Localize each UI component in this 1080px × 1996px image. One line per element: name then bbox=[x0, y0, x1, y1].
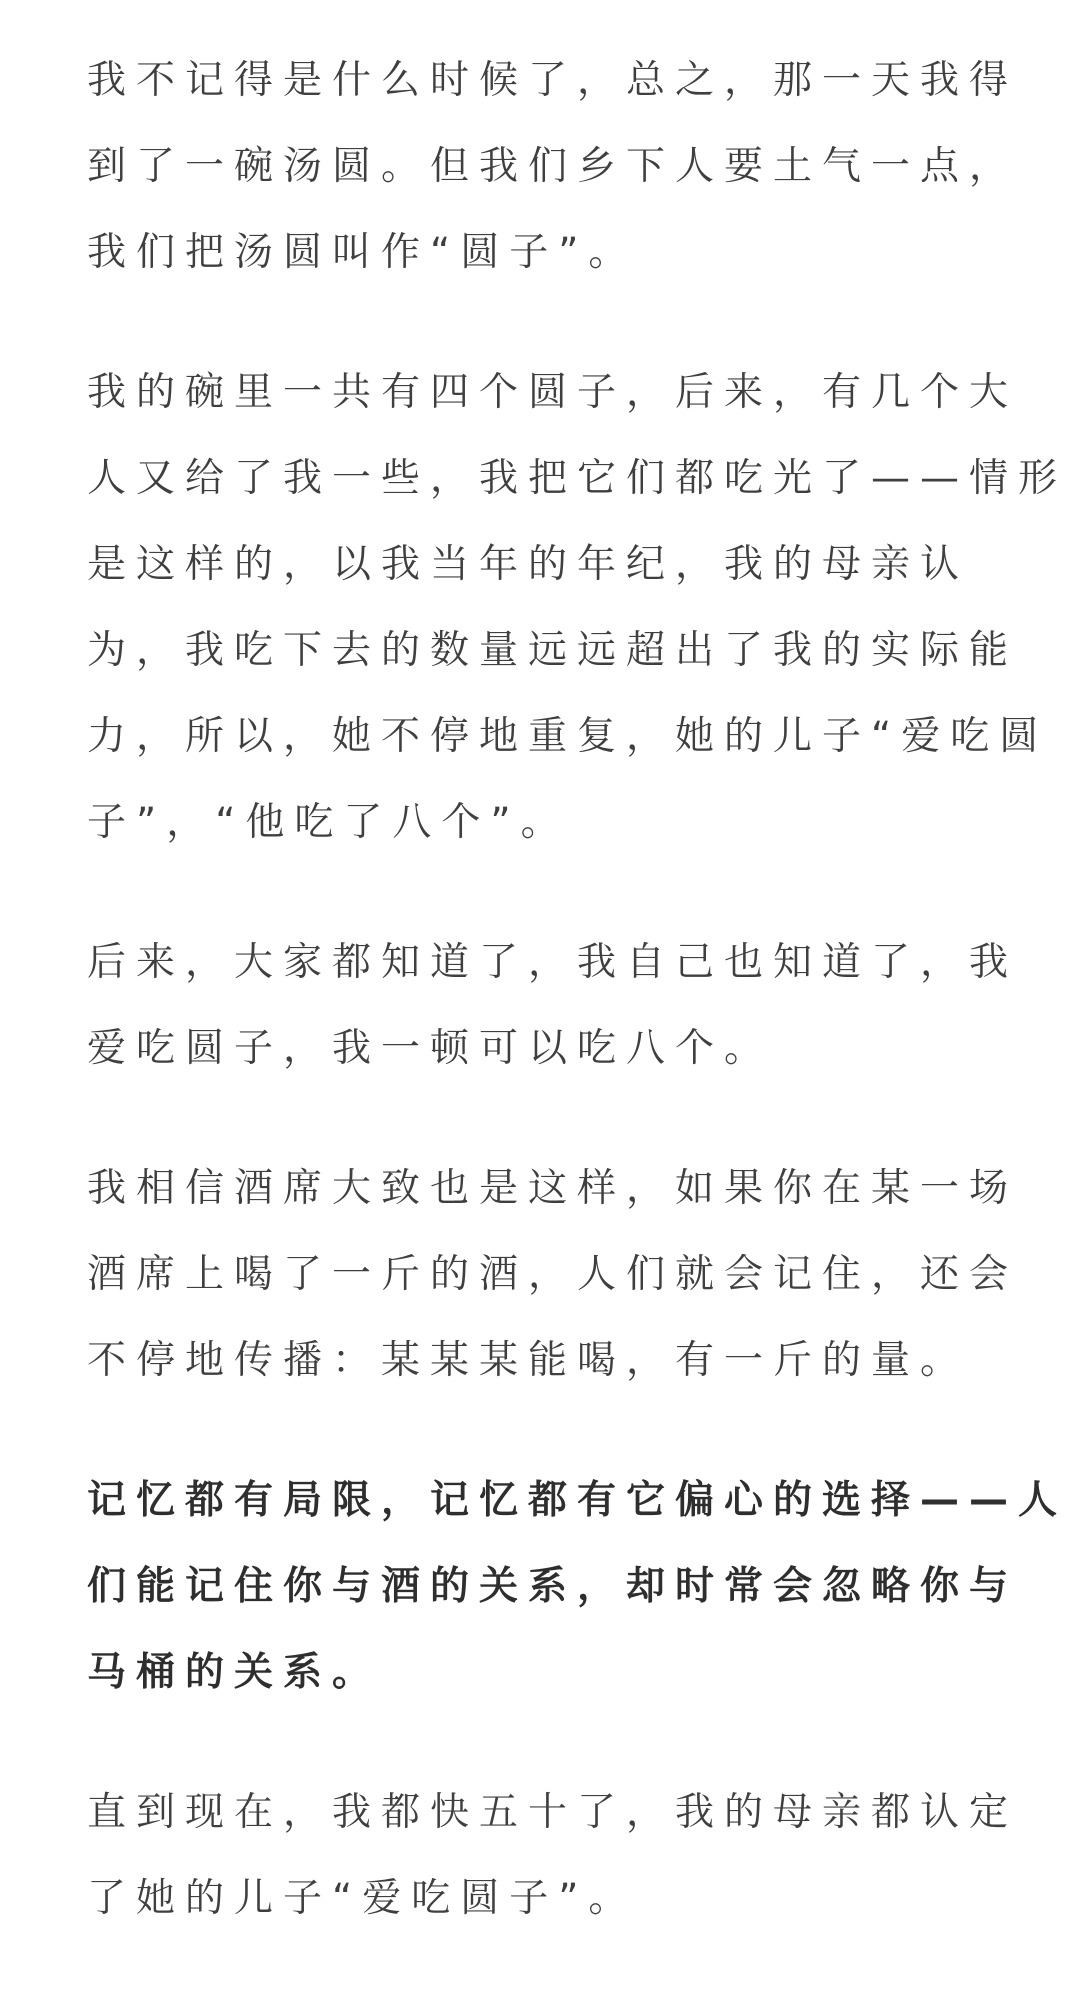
paragraph-6 bbox=[87, 1770, 1019, 1942]
paragraph-1 bbox=[87, 38, 1019, 296]
text-line: 子”，“他吃了八个”。 bbox=[87, 800, 570, 845]
text-line: 我的碗里一共有四个圆子，后来，有几个大 bbox=[87, 370, 1019, 415]
text-line: 不停地传播：某某某能喝，有一斤的量。 bbox=[87, 1338, 970, 1383]
text-line: 马桶的关系。 bbox=[87, 1650, 382, 1695]
text-line: 记忆都有局限，记忆都有它偏心的选择——人 bbox=[87, 1478, 1068, 1523]
text-line: 是这样的，以我当年的年纪，我的母亲认 bbox=[87, 542, 970, 587]
text-line: 我们把汤圆叫作“圆子”。 bbox=[87, 230, 638, 275]
text-line: 后来，大家都知道了，我自己也知道了，我 bbox=[87, 940, 1019, 985]
text-line: 力，所以，她不停地重复，她的儿子“爱吃圆 bbox=[87, 714, 1049, 759]
paragraph-3 bbox=[87, 920, 1019, 1092]
text-line: 人又给了我一些，我把它们都吃光了——情形 bbox=[87, 456, 1068, 501]
paragraph-2 bbox=[87, 350, 1068, 866]
paragraph-5-bold bbox=[87, 1458, 1068, 1716]
text-line: 酒席上喝了一斤的酒，人们就会记住，还会 bbox=[87, 1252, 1019, 1297]
text-line: 我不记得是什么时候了，总之，那一天我得 bbox=[87, 58, 1019, 103]
text-line: 我相信酒席大致也是这样，如果你在某一场 bbox=[87, 1166, 1019, 1211]
text-line: 们能记住你与酒的关系，却时常会忽略你与 bbox=[87, 1564, 1019, 1609]
text-line: 为，我吃下去的数量远远超出了我的实际能 bbox=[87, 628, 1019, 673]
text-line: 直到现在，我都快五十了，我的母亲都认定 bbox=[87, 1790, 1019, 1835]
article-body bbox=[87, 38, 1068, 1996]
text-line: 到了一碗汤圆。但我们乡下人要土气一点， bbox=[87, 144, 1019, 189]
text-line: 了她的儿子“爱吃圆子”。 bbox=[87, 1876, 638, 1921]
paragraph-4 bbox=[87, 1146, 1019, 1404]
text-line: 爱吃圆子，我一顿可以吃八个。 bbox=[87, 1026, 774, 1071]
